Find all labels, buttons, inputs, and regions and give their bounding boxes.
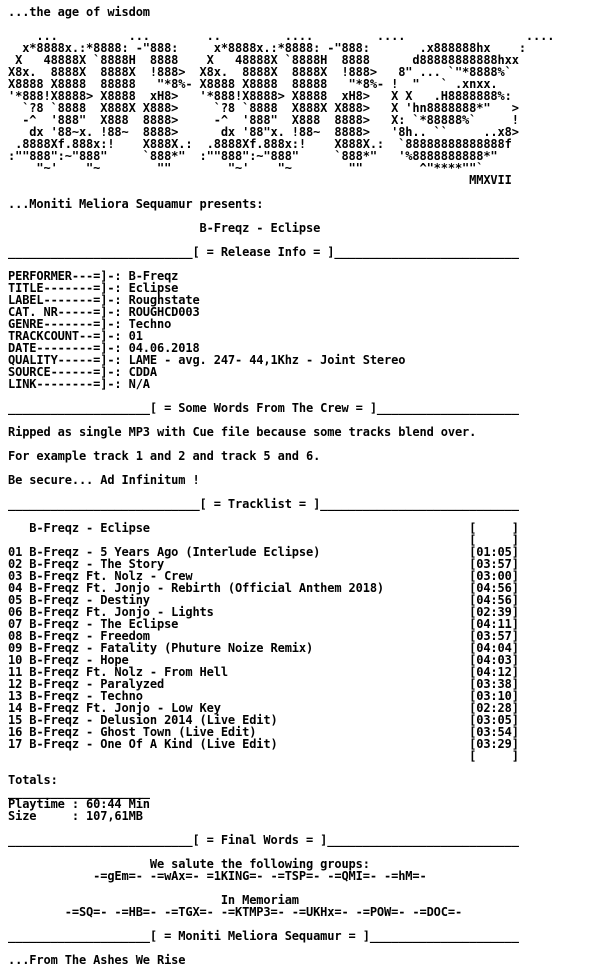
ascii-art-line: '*888!X8888> X8888 xH8> '*888!X8888> X8888 xH8> X X .H8888888%: — [8, 89, 512, 103]
release-info-row: GENRE-------=]-: Techno — [8, 317, 172, 331]
release-info-row: TRACKCOUNT--=]-: 01 — [8, 329, 143, 343]
section-header-footer: ____________________[ = Moniti Meliora Sequamur = ]_____________________ — [8, 929, 519, 943]
track-row: 06 B-Freqz Ft. Jonjo - Lights [02:39] — [8, 605, 519, 619]
release-info-row: QUALITY-----=]-: LAME - avg. 247- 44,1Khz - Joint Stereo — [8, 353, 406, 367]
track-row: 14 B-Freqz Ft. Jonjo - Low Key [02:28] — [8, 701, 519, 715]
track-row: 03 B-Freqz Ft. Nolz - Crew [03:00] — [8, 569, 519, 583]
greet-groups: -=gEm=- -=wAx=- =1KING=- -=TSP=- -=QMI=- -=hM=- — [8, 869, 427, 883]
track-row: 16 B-Freqz - Ghost Town (Live Edit) [03:54] — [8, 725, 519, 739]
ascii-art-line: ... ... .. .... .... .... — [8, 29, 555, 43]
crew-note: For example track 1 and 2 and track 5 and 6. — [8, 449, 321, 463]
tracklist-bracket: [ ] — [8, 749, 519, 763]
tracklist-bracket: [ ] — [8, 533, 519, 547]
track-row: 01 B-Freqz - 5 Years Ago (Interlude Eclipse) [01:05] — [8, 545, 519, 559]
track-row: 02 B-Freqz - The Story [03:57] — [8, 557, 519, 571]
ascii-art-line: `?8 `8888 X888X X888> `?8 `8888 X888X X888> X 'hn8888888*" > — [8, 101, 519, 115]
crew-note: Be secure... Ad Infinitum ! — [8, 473, 200, 487]
crew-note: Ripped as single MP3 with Cue file because some tracks blend over. — [8, 425, 477, 439]
memoriam-groups: -=SQ=- -=HB=- -=TGX=- -=KTMP3=- -=UKHx=- -=POW=- -=DOC=- — [8, 905, 463, 919]
ascii-art-line: :""888":~"888" `888*" :""888":~"888" `888*" '%8888888888*" — [8, 149, 498, 163]
release-info-row: LABEL-------=]-: Roughstate — [8, 293, 200, 307]
track-row: 11 B-Freqz Ft. Nolz - From Hell [04:12] — [8, 665, 519, 679]
intro-line: ...the age of wisdom — [8, 5, 150, 19]
blank-line — [8, 762, 592, 774]
ascii-art-line: X 48888X `8888H 8888 X 48888X `8888H 8888 d88888888888hxx — [8, 53, 519, 67]
release-info-row: LINK--------=]-: N/A — [8, 377, 150, 391]
track-row: 13 B-Freqz - Techno [03:10] — [8, 689, 519, 703]
outro-line: ...From The Ashes We Rise — [8, 953, 186, 967]
track-row: 09 B-Freqz - Fatality (Phuture Noize Remix) [04:04] — [8, 641, 519, 655]
ascii-art-line: x*8888x.:*8888: -"888: x*8888x.:*8888: -"888: .x888888hx : — [8, 41, 526, 55]
release-info-row: TITLE-------=]-: Eclipse — [8, 281, 179, 295]
ascii-art-line: .8888Xf.888x:! X888X.: .8888Xf.888x:! X888X.: `88888888888888f — [8, 137, 512, 151]
release-info-row: DATE--------=]-: 04.06.2018 — [8, 341, 200, 355]
ascii-art-line: MMXVII — [8, 173, 512, 187]
section-header-release-info: __________________________[ = Release Info = ]__________________________ — [8, 245, 519, 259]
presents-line: ...Moniti Meliora Sequamur presents: — [8, 197, 264, 211]
totals-rule: ____________________ — [8, 785, 150, 799]
track-row: 07 B-Freqz - The Eclipse [04:11] — [8, 617, 519, 631]
release-info-row: SOURCE------=]-: CDDA — [8, 365, 157, 379]
release-info-row: CAT. NR-----=]-: ROUGHCD003 — [8, 305, 200, 319]
memoriam-title: In Memoriam — [8, 893, 299, 907]
section-header-crew: ____________________[ = Some Words From The Crew = ]____________________ — [8, 401, 519, 415]
release-info-row: PERFORMER---=]-: B-Freqz — [8, 269, 179, 283]
track-row: 04 B-Freqz Ft. Jonjo - Rebirth (Official Anthem 2018) [04:56] — [8, 581, 519, 595]
section-header-tracklist: ___________________________[ = Tracklist = ]____________________________ — [8, 497, 519, 511]
tracklist-header: B-Freqz - Eclipse [ ] — [8, 521, 519, 535]
ascii-art-line: -^ '888" X888 8888> -^ '888" X888 8888> X: `*88888%` ! — [8, 113, 519, 127]
track-row: 08 B-Freqz - Freedom [03:57] — [8, 629, 519, 643]
totals-playtime: Playtime : 60:44 Min — [8, 797, 150, 811]
track-row: 12 B-Freqz - Paralyzed [03:38] — [8, 677, 519, 691]
totals-size: Size : 107,61MB — [8, 809, 143, 823]
salute-line: We salute the following groups: — [8, 857, 370, 871]
ascii-art-line: dx '88~x. !88~ 8888> dx '88"x. !88~ 8888> '8h.. `` ..x8> — [8, 125, 519, 139]
ascii-art-line: X8x. 8888X 8888X !888> X8x. 8888X 8888X !888> 8" ... `"*8888%` — [8, 65, 512, 79]
track-row: 10 B-Freqz - Hope [04:03] — [8, 653, 519, 667]
track-row: 15 B-Freqz - Delusion 2014 (Live Edit) [03:05] — [8, 713, 519, 727]
track-row: 17 B-Freqz - One Of A Kind (Live Edit) [03:29] — [8, 737, 519, 751]
section-header-final-words: __________________________[ = Final Words = ]___________________________ — [8, 833, 519, 847]
ascii-art-line: X8888 X8888 88888 "*8%- X8888 X8888 88888 "*8%- ! " ` .xnxx. — [8, 77, 498, 91]
release-title: B-Freqz - Eclipse — [8, 221, 321, 235]
totals-heading: Totals: — [8, 773, 58, 787]
ascii-art-line: "~' "~ "" "~' "~ "" ^"****""` — [8, 161, 484, 175]
track-row: 05 B-Freqz - Destiny [04:56] — [8, 593, 519, 607]
